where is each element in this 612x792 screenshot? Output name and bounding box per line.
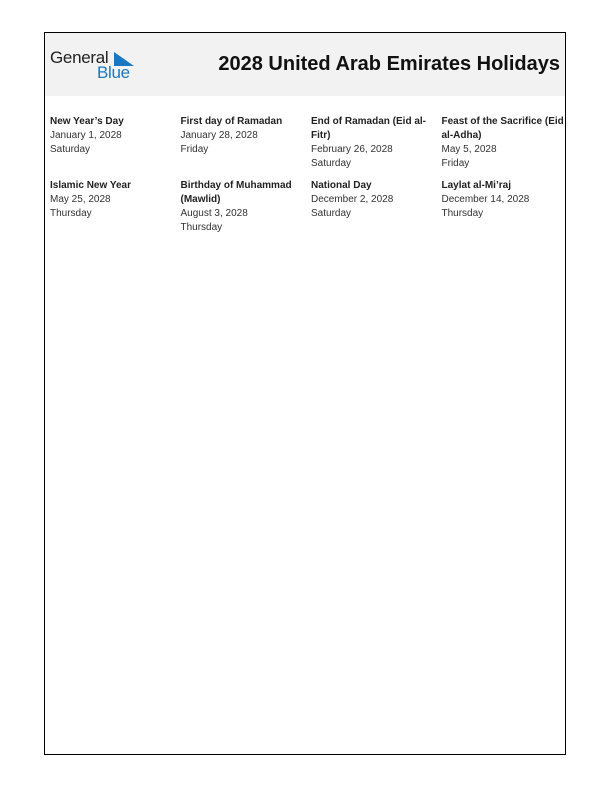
holiday-weekday: Thursday	[441, 208, 484, 219]
holiday-weekday: Thursday	[50, 208, 92, 219]
page-frame	[44, 32, 566, 755]
holiday-weekday: Friday	[441, 158, 470, 169]
logo-general-text: General	[50, 48, 109, 67]
holiday-date: May 25, 2028	[50, 194, 111, 205]
holiday-weekday: Friday	[180, 144, 209, 155]
holiday-item	[442, 115, 573, 171]
holiday-name: New Year’s Day	[50, 116, 124, 127]
holiday-weekday: Saturday	[311, 158, 352, 169]
page-title: 2028 United Arab Emirates Holidays	[218, 53, 560, 75]
holiday-date: August 3, 2028	[180, 208, 248, 219]
holiday-name: Feast of the Sacrifice (Eid al-Adha)	[441, 116, 564, 141]
logo-blue-text: Blue	[97, 63, 130, 82]
logo[interactable]	[50, 48, 140, 84]
holiday-date: January 1, 2028	[50, 130, 122, 141]
holiday-item	[50, 179, 181, 235]
holiday-item	[311, 115, 442, 171]
holiday-item	[50, 115, 181, 171]
holiday-grid	[50, 115, 570, 235]
holiday-weekday: Thursday	[180, 222, 223, 233]
holiday-date: February 26, 2028	[311, 144, 393, 155]
holiday-item	[311, 179, 442, 235]
holiday-date: December 14, 2028	[441, 194, 530, 205]
holiday-item	[181, 179, 312, 235]
header	[45, 33, 565, 96]
holiday-weekday: Saturday	[311, 208, 352, 219]
holiday-name: Laylat al-Mi’raj	[441, 180, 511, 191]
holiday-weekday: Saturday	[50, 144, 91, 155]
holiday-date: May 5, 2028	[441, 144, 497, 155]
holiday-name: End of Ramadan (Eid al-Fitr)	[311, 116, 427, 141]
holiday-name: Islamic New Year	[50, 180, 131, 191]
holiday-name: Birthday of Muhammad (Mawlid)	[180, 180, 292, 205]
holiday-date: December 2, 2028	[311, 194, 394, 205]
holiday-name: First day of Ramadan	[180, 116, 283, 127]
holiday-item	[442, 179, 573, 235]
holiday-item	[181, 115, 312, 171]
holiday-date: January 28, 2028	[180, 130, 258, 141]
holiday-name: National Day	[311, 180, 372, 191]
